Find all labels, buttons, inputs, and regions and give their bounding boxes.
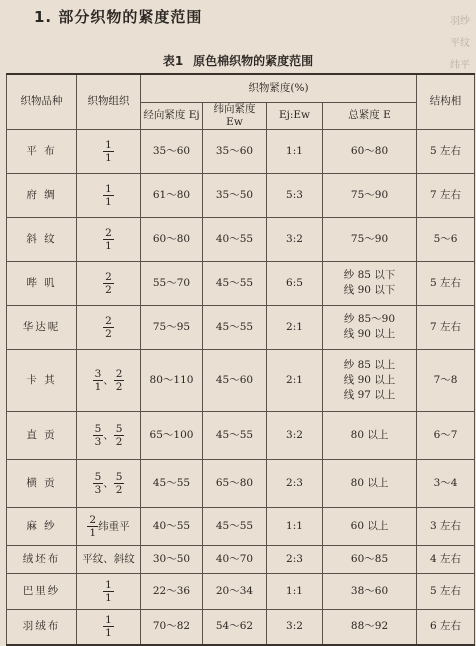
- total-tightness: [323, 261, 417, 305]
- fraction-numerator: 1: [105, 138, 112, 151]
- total-line: 纱 85 以下: [343, 269, 396, 281]
- warp-weft-ratio: 1:1: [267, 129, 323, 173]
- weft-tightness: 35～60: [203, 129, 267, 173]
- weave-cell: [77, 349, 141, 411]
- weave-fraction: [87, 514, 98, 539]
- weave-cell: [77, 305, 141, 349]
- total-line: 60～85: [350, 552, 389, 565]
- separator: 、: [103, 477, 114, 489]
- table-body: [7, 129, 475, 645]
- total-line: 75～90: [350, 232, 389, 245]
- header-fabric: 织物品种: [7, 74, 77, 129]
- warp-weft-ratio: 2:3: [267, 545, 323, 573]
- fabric-name: 巴里纱: [7, 573, 77, 609]
- fabric-name: 绒坯布: [7, 545, 77, 573]
- warp-tightness: 45～55: [141, 459, 203, 507]
- fabric-name: 麻 纱: [7, 507, 77, 545]
- weave-cell: [77, 507, 141, 545]
- total-line: 80 以上: [350, 428, 389, 441]
- weft-tightness: 65～80: [203, 459, 267, 507]
- fraction-denominator: 1: [105, 627, 112, 640]
- total-line: 75～90: [350, 188, 389, 201]
- total-line: 38～60: [350, 584, 389, 597]
- warp-tightness: 22～36: [141, 573, 203, 609]
- fraction-numerator: 1: [105, 578, 112, 591]
- weft-tightness: 40～55: [203, 217, 267, 261]
- warp-weft-ratio: 2:1: [267, 349, 323, 411]
- structure-phase: 7～8: [417, 349, 475, 411]
- warp-tightness: 70～82: [141, 609, 203, 645]
- weave-suffix: 纬重平: [98, 520, 130, 532]
- table-row: [7, 573, 475, 609]
- fraction-numerator: 5: [94, 470, 102, 483]
- weave-cell: [77, 411, 141, 459]
- bleed-through-text: 纬平: [450, 60, 470, 71]
- weft-tightness: 54～62: [203, 609, 267, 645]
- fabric-name: 哔 叽: [7, 261, 77, 305]
- warp-weft-ratio: 3:2: [267, 217, 323, 261]
- total-tightness: [323, 129, 417, 173]
- fraction-numerator: 2: [105, 226, 112, 239]
- total-line: 线 90 以上: [343, 328, 396, 340]
- header-structure: 结构相: [417, 74, 475, 129]
- total-tightness: [323, 173, 417, 217]
- structure-phase: 7 左右: [417, 305, 475, 349]
- table-row: [7, 411, 475, 459]
- warp-tightness: 65～100: [141, 411, 203, 459]
- total-line: 纱 85 以上: [343, 358, 396, 371]
- structure-phase: 5～6: [417, 217, 475, 261]
- warp-tightness: 80～110: [141, 349, 203, 411]
- total-tightness: [323, 349, 417, 411]
- weave-fraction: [103, 139, 114, 164]
- warp-weft-ratio: 6:5: [267, 261, 323, 305]
- fraction-denominator: 2: [115, 483, 123, 496]
- structure-phase: 5 左右: [417, 573, 475, 609]
- weave-fraction: [114, 423, 125, 448]
- table-row: [7, 305, 475, 349]
- fabric-name: 斜 纹: [7, 217, 77, 261]
- fraction-numerator: 2: [89, 513, 97, 526]
- fraction-denominator: 2: [115, 435, 123, 448]
- structure-phase: 3 左右: [417, 507, 475, 545]
- weft-tightness: 45～55: [203, 261, 267, 305]
- weave-fraction: [93, 423, 104, 448]
- table-row: [7, 507, 475, 545]
- fraction-denominator: 3: [94, 435, 102, 448]
- fraction-numerator: 1: [105, 182, 112, 195]
- table-row: [7, 173, 475, 217]
- structure-phase: 4 左右: [417, 545, 475, 573]
- warp-weft-ratio: 3:2: [267, 411, 323, 459]
- fraction-denominator: 1: [105, 591, 112, 604]
- weave-fraction: [93, 368, 104, 393]
- weave-fraction: [114, 368, 125, 393]
- warp-tightness: 75～95: [141, 305, 203, 349]
- structure-phase: 6～7: [417, 411, 475, 459]
- fraction-numerator: 2: [105, 314, 112, 327]
- weave-cell: [77, 609, 141, 645]
- separator: 、: [103, 374, 114, 386]
- table-label: 表1: [162, 54, 184, 68]
- weave-cell: [77, 261, 141, 305]
- header-total: 总紧度 E: [323, 102, 417, 129]
- warp-tightness: 60～80: [141, 217, 203, 261]
- total-line: 88～92: [350, 620, 389, 633]
- fabric-name: 直 贡: [7, 411, 77, 459]
- total-line: 线 90 以下: [343, 284, 396, 296]
- fabric-name: 平 布: [7, 129, 77, 173]
- weft-tightness: 45～55: [203, 305, 267, 349]
- structure-phase: 3～4: [417, 459, 475, 507]
- fabric-name: 府 绸: [7, 173, 77, 217]
- weave-fraction: [103, 579, 114, 604]
- fraction-denominator: 2: [105, 283, 112, 296]
- table-row: [7, 459, 475, 507]
- fraction-numerator: 5: [94, 422, 102, 435]
- fraction-numerator: 5: [115, 422, 123, 435]
- weft-tightness: 35～50: [203, 173, 267, 217]
- bleed-through-text: 平纹: [450, 38, 470, 49]
- total-tightness: [323, 507, 417, 545]
- total-tightness: [323, 609, 417, 645]
- total-line: 线 90 以上: [343, 373, 396, 386]
- table-row: [7, 349, 475, 411]
- total-line: 纱 85～90: [343, 313, 396, 325]
- total-line: 60 以上: [350, 519, 389, 532]
- table-row: [7, 129, 475, 173]
- total-tightness: [323, 411, 417, 459]
- fraction-numerator: 2: [105, 270, 112, 283]
- weave-cell: [77, 573, 141, 609]
- fraction-denominator: 3: [94, 483, 102, 496]
- warp-weft-ratio: 1:1: [267, 507, 323, 545]
- warp-tightness: 30～50: [141, 545, 203, 573]
- weft-tightness: 45～60: [203, 349, 267, 411]
- fraction-numerator: 5: [115, 470, 123, 483]
- total-line: 80 以上: [350, 476, 389, 489]
- fraction-denominator: 2: [105, 327, 112, 340]
- fraction-denominator: 1: [94, 380, 102, 393]
- warp-tightness: 40～55: [141, 507, 203, 545]
- table-row: [7, 545, 475, 573]
- weave-fraction: [103, 227, 114, 252]
- weave-cell: [77, 129, 141, 173]
- weave-fraction: [103, 614, 114, 639]
- header-tightness-group: 织物紧度(%): [141, 74, 417, 102]
- header-weft: 纬向紧度 Ew: [203, 102, 267, 129]
- fraction-numerator: 3: [94, 367, 102, 380]
- fabric-name: 羽绒布: [7, 609, 77, 645]
- warp-tightness: 61～80: [141, 173, 203, 217]
- total-line: 60～80: [350, 144, 389, 157]
- header-warp: 经向紧度 Ej: [141, 102, 203, 129]
- warp-weft-ratio: 2:3: [267, 459, 323, 507]
- weave-cell: [77, 173, 141, 217]
- header-weave: 织物组织: [77, 74, 141, 129]
- warp-tightness: 55～70: [141, 261, 203, 305]
- total-tightness: [323, 545, 417, 573]
- fabric-name: 横 贡: [7, 459, 77, 507]
- fabric-name: 卡 其: [7, 349, 77, 411]
- fraction-numerator: 2: [115, 367, 123, 380]
- warp-weft-ratio: 5:3: [267, 173, 323, 217]
- structure-phase: 6 左右: [417, 609, 475, 645]
- total-line: 线 97 以上: [343, 388, 396, 401]
- weave-fraction: [103, 183, 114, 208]
- fraction-denominator: 1: [105, 239, 112, 252]
- warp-weft-ratio: 1:1: [267, 573, 323, 609]
- warp-weft-ratio: 3:2: [267, 609, 323, 645]
- total-tightness: [323, 573, 417, 609]
- weft-tightness: 40～70: [203, 545, 267, 573]
- fraction-denominator: 1: [105, 151, 112, 164]
- weft-tightness: 45～55: [203, 507, 267, 545]
- table-title: 原色棉织物的紧度范围: [193, 54, 314, 68]
- weave-cell: [77, 459, 141, 507]
- fraction-numerator: 1: [105, 614, 112, 627]
- structure-phase: 7 左右: [417, 173, 475, 217]
- total-tightness: [323, 217, 417, 261]
- section-title: 1. 部分织物的紧度范围: [34, 8, 203, 26]
- table-row: [7, 217, 475, 261]
- structure-phase: 5 左右: [417, 261, 475, 305]
- table-caption: [0, 52, 476, 69]
- bleed-through-text: 羽纱: [450, 16, 470, 27]
- weave-fraction: [103, 315, 114, 340]
- warp-tightness: 35～60: [141, 129, 203, 173]
- tightness-table: [6, 73, 475, 646]
- warp-weft-ratio: 2:1: [267, 305, 323, 349]
- weft-tightness: 45～55: [203, 411, 267, 459]
- weave-cell: [77, 217, 141, 261]
- fraction-denominator: 1: [105, 195, 112, 208]
- weave-fraction: [114, 471, 125, 496]
- table-row: [7, 261, 475, 305]
- weave-fraction: [93, 471, 104, 496]
- weave-cell: 平纹、斜纹: [77, 545, 141, 573]
- table-row: [7, 609, 475, 645]
- header-ratio: Ej:Ew: [267, 102, 323, 129]
- weft-tightness: 20～34: [203, 573, 267, 609]
- fraction-denominator: 2: [115, 380, 123, 393]
- fabric-name: 华达呢: [7, 305, 77, 349]
- weave-fraction: [103, 271, 114, 296]
- structure-phase: 5 左右: [417, 129, 475, 173]
- separator: 、: [103, 429, 114, 441]
- total-tightness: [323, 459, 417, 507]
- fraction-denominator: 1: [89, 526, 97, 539]
- total-tightness: [323, 305, 417, 349]
